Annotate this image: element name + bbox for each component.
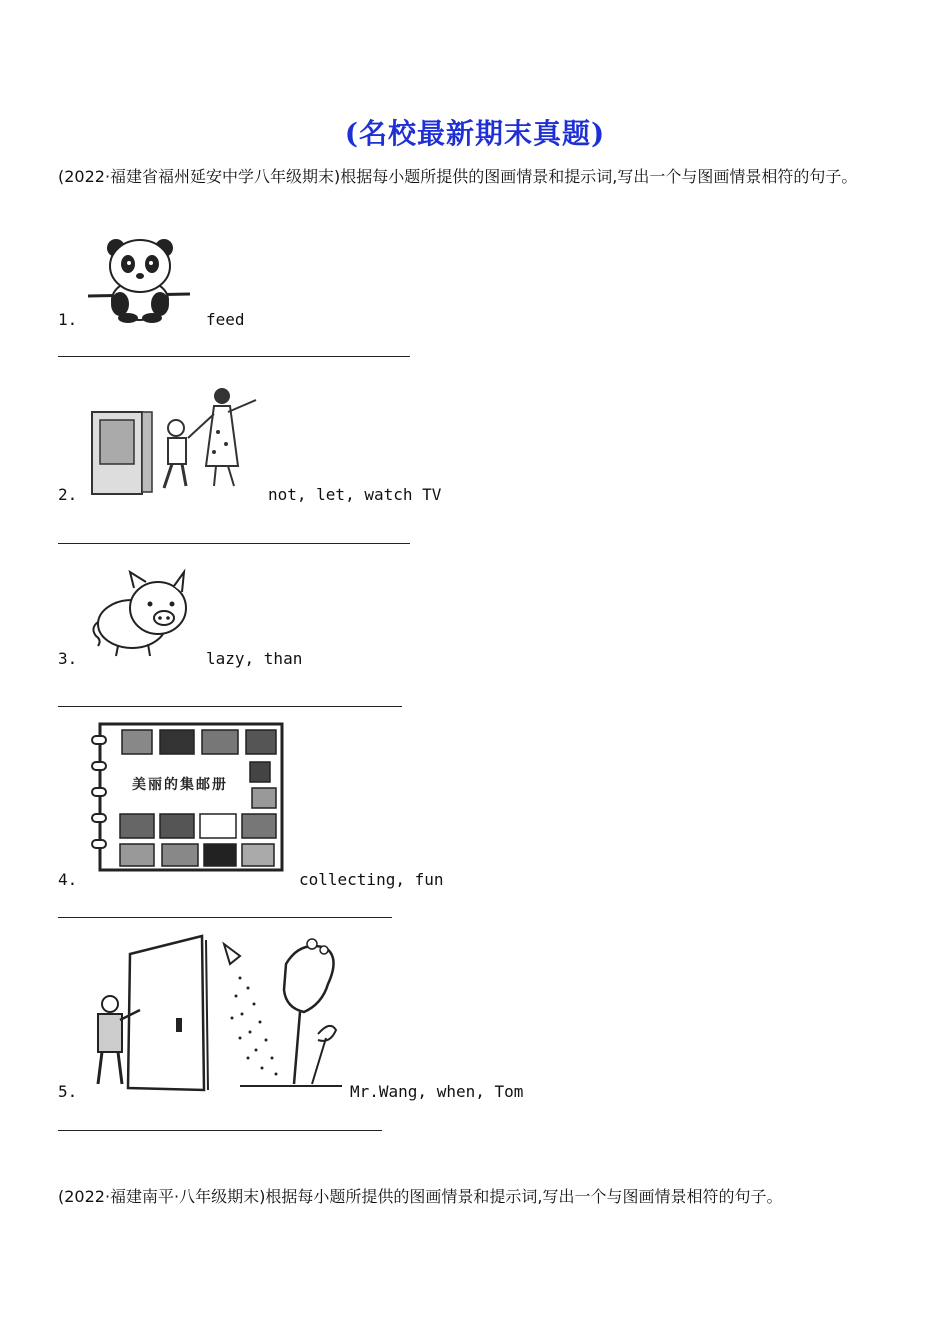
answer-line-5[interactable] <box>58 1130 382 1131</box>
pig-picture <box>88 566 196 658</box>
question-number: 4. <box>58 870 78 889</box>
answer-line-3[interactable] <box>58 706 402 707</box>
album-caption: 美丽的集邮册 <box>132 777 228 793</box>
question-number: 1. <box>58 310 78 329</box>
question-hint: not, let, watch TV <box>268 485 442 504</box>
question-number: 2. <box>58 485 78 504</box>
stamp-album-drawing <box>90 722 288 872</box>
section2-instruction: (2022·福建南平·八年级期末)根据每小题所提供的图画情景和提示词,写出一个与图画情景相符的句子。 <box>58 1187 783 1206</box>
mother-boy-tv-picture <box>88 382 264 498</box>
stamp-album-picture <box>90 722 288 872</box>
knock-door-shower-picture <box>90 934 348 1094</box>
answer-line-2[interactable] <box>58 543 410 544</box>
question-hint: feed <box>206 310 245 329</box>
answer-line-1[interactable] <box>58 356 410 357</box>
question-hint: collecting, fun <box>299 870 444 889</box>
question-hint: lazy, than <box>206 649 303 668</box>
question-number: 5. <box>58 1082 78 1101</box>
question-hint: Mr.Wang, when, Tom <box>350 1082 524 1101</box>
section1-instruction: (2022·福建省福州延安中学八年级期末)根据每小题所提供的图画情景和提示词,写出一个与图画情景相符的句子。 <box>58 167 858 186</box>
page-title: (名校最新期末真题) <box>344 117 606 150</box>
answer-line-4[interactable] <box>58 917 392 918</box>
panda-picture <box>86 232 194 324</box>
question-number: 3. <box>58 649 78 668</box>
